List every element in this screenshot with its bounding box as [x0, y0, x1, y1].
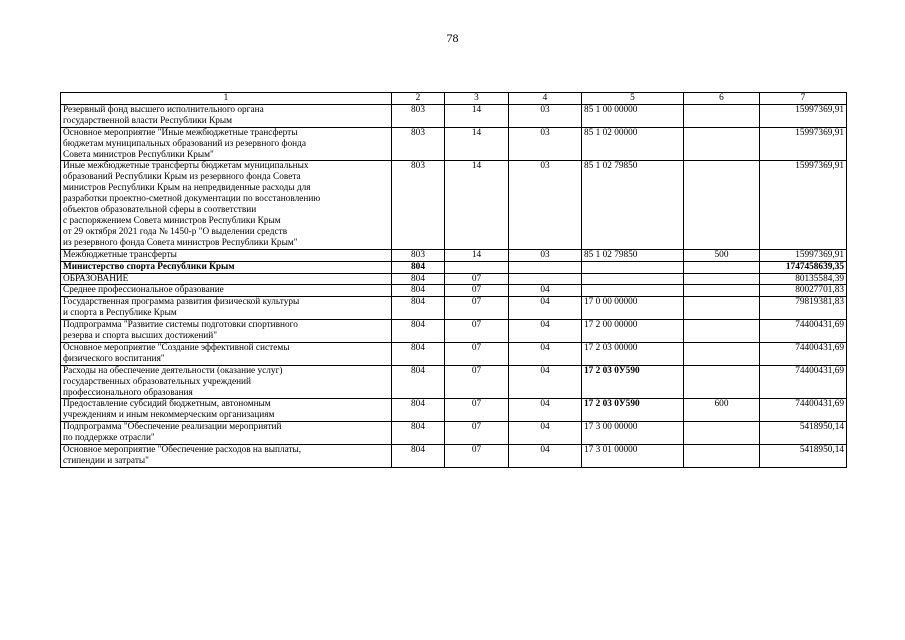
- row-name-cell: [61, 365, 392, 399]
- row-name-line: Среднее профессиональное образование: [63, 285, 224, 296]
- row-name-cell: [61, 297, 392, 320]
- header-cell-6: 6: [684, 93, 760, 105]
- header-cell-5: 5: [582, 93, 684, 105]
- section-code-cell: 07: [445, 365, 509, 399]
- expense-type-cell: [684, 127, 760, 161]
- target-article-cell: 17 3 01 00000: [582, 445, 684, 468]
- row-name-line: бюджетам муниципальных образований из резервного фонда: [63, 138, 307, 149]
- ministry-code-cell: 804: [392, 445, 445, 468]
- expense-type-cell: 500: [684, 249, 760, 261]
- target-article-cell: 85 1 02 79850: [582, 249, 684, 261]
- subsection-code-cell: 04: [509, 422, 582, 445]
- target-article-cell: 85 1 00 00000: [582, 104, 684, 127]
- table-row: [61, 422, 847, 445]
- expense-type-cell: [684, 297, 760, 320]
- page-number: 78: [446, 31, 459, 45]
- row-name-cell: [61, 399, 392, 422]
- section-code-cell: 14: [445, 104, 509, 127]
- row-name-cell: [61, 422, 392, 445]
- target-article-cell: 17 2 03 00000: [582, 342, 684, 365]
- section-code-cell: [445, 261, 509, 273]
- row-name-line: образований Республики Крым из резервного фонда Совета: [63, 172, 301, 183]
- section-code-cell: 14: [445, 249, 509, 261]
- section-code-cell: 07: [445, 273, 509, 285]
- row-name-cell: [61, 445, 392, 468]
- budget-table: [60, 92, 847, 468]
- table-row: [61, 161, 847, 249]
- expense-type-cell: [684, 261, 760, 273]
- row-name-line: Подпрограмма "Развитие системы подготовки спортивного: [63, 320, 298, 331]
- row-name-line: объектов образовательной сферы в соответствии: [63, 205, 257, 216]
- row-name-line: Расходы на обеспечение деятельности (оказание услуг): [63, 365, 283, 376]
- row-name-line: резерва и спорта высших достижений": [63, 331, 218, 342]
- row-name-line: Основное мероприятие "Создание эффективной системы: [63, 342, 290, 353]
- table-row: [61, 399, 847, 422]
- target-article-cell: 17 2 03 0У590: [582, 365, 684, 399]
- ministry-code-cell: 803: [392, 104, 445, 127]
- row-name-line: из резервного фонда Совета министров Республики Крым": [63, 237, 298, 248]
- amount-cell: 15997369,91: [760, 161, 847, 249]
- ministry-code-cell: 804: [392, 399, 445, 422]
- table-row: [61, 285, 847, 297]
- row-name-line: и спорта в Республике Крым: [63, 308, 177, 319]
- subsection-code-cell: 04: [509, 285, 582, 297]
- row-name-line: Межбюджетные трансферты: [63, 249, 177, 260]
- row-name-line: разработки проектно-сметной документации по восстановлению: [63, 194, 321, 205]
- amount-cell: 5418950,14: [760, 422, 847, 445]
- row-name-cell: [61, 273, 392, 285]
- header-cell-4: 4: [509, 93, 582, 105]
- amount-cell: 15997369,91: [760, 127, 847, 161]
- ministry-code-cell: 803: [392, 161, 445, 249]
- expense-type-cell: [684, 273, 760, 285]
- row-name-line: Совета министров Республики Крым": [63, 149, 214, 160]
- table-row: [61, 365, 847, 399]
- expense-type-cell: [684, 445, 760, 468]
- amount-cell: 15997369,91: [760, 104, 847, 127]
- ministry-code-cell: 804: [392, 422, 445, 445]
- expense-type-cell: [684, 104, 760, 127]
- row-name-line: профессионального образования: [63, 387, 193, 398]
- expense-type-cell: [684, 365, 760, 399]
- expense-type-cell: [684, 285, 760, 297]
- row-name-cell: [61, 104, 392, 127]
- table-row: [61, 127, 847, 161]
- subsection-code-cell: 04: [509, 399, 582, 422]
- row-name-cell: [61, 249, 392, 261]
- subsection-code-cell: 03: [509, 249, 582, 261]
- ministry-code-cell: 804: [392, 297, 445, 320]
- subsection-code-cell: 03: [509, 104, 582, 127]
- row-name-line: Иные межбюджетные трансферты бюджетам муниципальных: [63, 161, 309, 172]
- section-code-cell: 07: [445, 285, 509, 297]
- ministry-code-cell: 804: [392, 273, 445, 285]
- subsection-code-cell: 04: [509, 342, 582, 365]
- subsection-code-cell: 04: [509, 445, 582, 468]
- row-name-line: ОБРАЗОВАНИЕ: [63, 273, 129, 284]
- amount-cell: 80135584,39: [760, 273, 847, 285]
- expense-type-cell: [684, 422, 760, 445]
- target-article-cell: 85 1 02 00000: [582, 127, 684, 161]
- amount-cell: 74400431,69: [760, 320, 847, 343]
- row-name-cell: [61, 127, 392, 161]
- row-name-line: физического воспитания": [63, 353, 165, 364]
- table-row: [61, 249, 847, 261]
- header-cell-3: 3: [445, 93, 509, 105]
- amount-cell: 74400431,69: [760, 342, 847, 365]
- table-row: [61, 297, 847, 320]
- target-article-cell: 17 3 00 00000: [582, 422, 684, 445]
- table-row: [61, 445, 847, 468]
- subsection-code-cell: 04: [509, 320, 582, 343]
- amount-cell: 74400431,69: [760, 365, 847, 399]
- amount-cell: 1747458639,35: [760, 261, 847, 273]
- row-name-line: стипендии и затраты": [63, 456, 149, 466]
- section-code-cell: 07: [445, 399, 509, 422]
- row-name-line: Подпрограмма "Обеспечение реализации мероприятий: [63, 422, 282, 433]
- header-cell-7: 7: [760, 93, 847, 105]
- row-name-line: с распоряжением Совета министров Республики Крым: [63, 215, 281, 226]
- ministry-code-cell: 803: [392, 249, 445, 261]
- section-code-cell: 07: [445, 342, 509, 365]
- section-code-cell: 07: [445, 297, 509, 320]
- row-name-cell: [61, 161, 392, 249]
- table-row: [61, 320, 847, 343]
- target-article-cell: [582, 273, 684, 285]
- row-name-line: Министерство спорта Республики Крым: [63, 261, 235, 272]
- ministry-code-cell: 804: [392, 261, 445, 273]
- table-row: [61, 104, 847, 127]
- row-name-line: по поддержке отрасли": [63, 433, 155, 444]
- table-row: [61, 261, 847, 273]
- row-name-line: Основное мероприятие "Иные межбюджетные трансферты: [63, 127, 298, 138]
- subsection-code-cell: 03: [509, 127, 582, 161]
- ministry-code-cell: 804: [392, 365, 445, 399]
- target-article-cell: 17 2 03 0У590: [582, 399, 684, 422]
- subsection-code-cell: 04: [509, 365, 582, 399]
- row-name-cell: [61, 285, 392, 297]
- row-name-cell: [61, 320, 392, 343]
- target-article-cell: [582, 285, 684, 297]
- expense-type-cell: 600: [684, 399, 760, 422]
- header-cell-1: 1: [61, 93, 392, 105]
- amount-cell: 15997369,91: [760, 249, 847, 261]
- row-name-line: государственной власти Республики Крым: [63, 115, 233, 126]
- subsection-code-cell: [509, 261, 582, 273]
- row-name-line: от 29 октября 2021 года № 1450-р "О выделении средств: [63, 226, 288, 237]
- row-name-line: государственных образовательных учреждений: [63, 376, 251, 387]
- subsection-code-cell: 03: [509, 161, 582, 249]
- header-row: [61, 93, 847, 105]
- ministry-code-cell: 804: [392, 285, 445, 297]
- row-name-line: Предоставление субсидий бюджетным, автономным: [63, 399, 271, 410]
- expense-type-cell: [684, 161, 760, 249]
- table-row: [61, 273, 847, 285]
- row-name-line: Государственная программа развития физической культуры: [63, 297, 300, 308]
- section-code-cell: 07: [445, 320, 509, 343]
- target-article-cell: 17 2 00 00000: [582, 320, 684, 343]
- amount-cell: 74400431,69: [760, 399, 847, 422]
- amount-cell: 79819381,83: [760, 297, 847, 320]
- subsection-code-cell: [509, 273, 582, 285]
- row-name-line: Основное мероприятие "Обеспечение расходов на выплаты,: [63, 445, 302, 456]
- expense-type-cell: [684, 342, 760, 365]
- target-article-cell: 17 0 00 00000: [582, 297, 684, 320]
- row-name-cell: [61, 261, 392, 273]
- amount-cell: 80027701,83: [760, 285, 847, 297]
- ministry-code-cell: 804: [392, 320, 445, 343]
- table-row: [61, 342, 847, 365]
- target-article-cell: 85 1 02 79850: [582, 161, 684, 249]
- row-name-line: министров Республики Крым на непредвиденные расходы для: [63, 183, 311, 194]
- subsection-code-cell: 04: [509, 297, 582, 320]
- section-code-cell: 07: [445, 422, 509, 445]
- section-code-cell: 07: [445, 445, 509, 468]
- ministry-code-cell: 804: [392, 342, 445, 365]
- amount-cell: 5418950,14: [760, 445, 847, 468]
- header-cell-2: 2: [392, 93, 445, 105]
- expense-type-cell: [684, 320, 760, 343]
- section-code-cell: 14: [445, 161, 509, 249]
- row-name-cell: [61, 342, 392, 365]
- target-article-cell: [582, 261, 684, 273]
- row-name-line: учреждениям и иным некоммерческим организациям: [63, 410, 275, 421]
- ministry-code-cell: 803: [392, 127, 445, 161]
- section-code-cell: 14: [445, 127, 509, 161]
- row-name-line: Резервный фонд высшего исполнительного органа: [63, 104, 264, 115]
